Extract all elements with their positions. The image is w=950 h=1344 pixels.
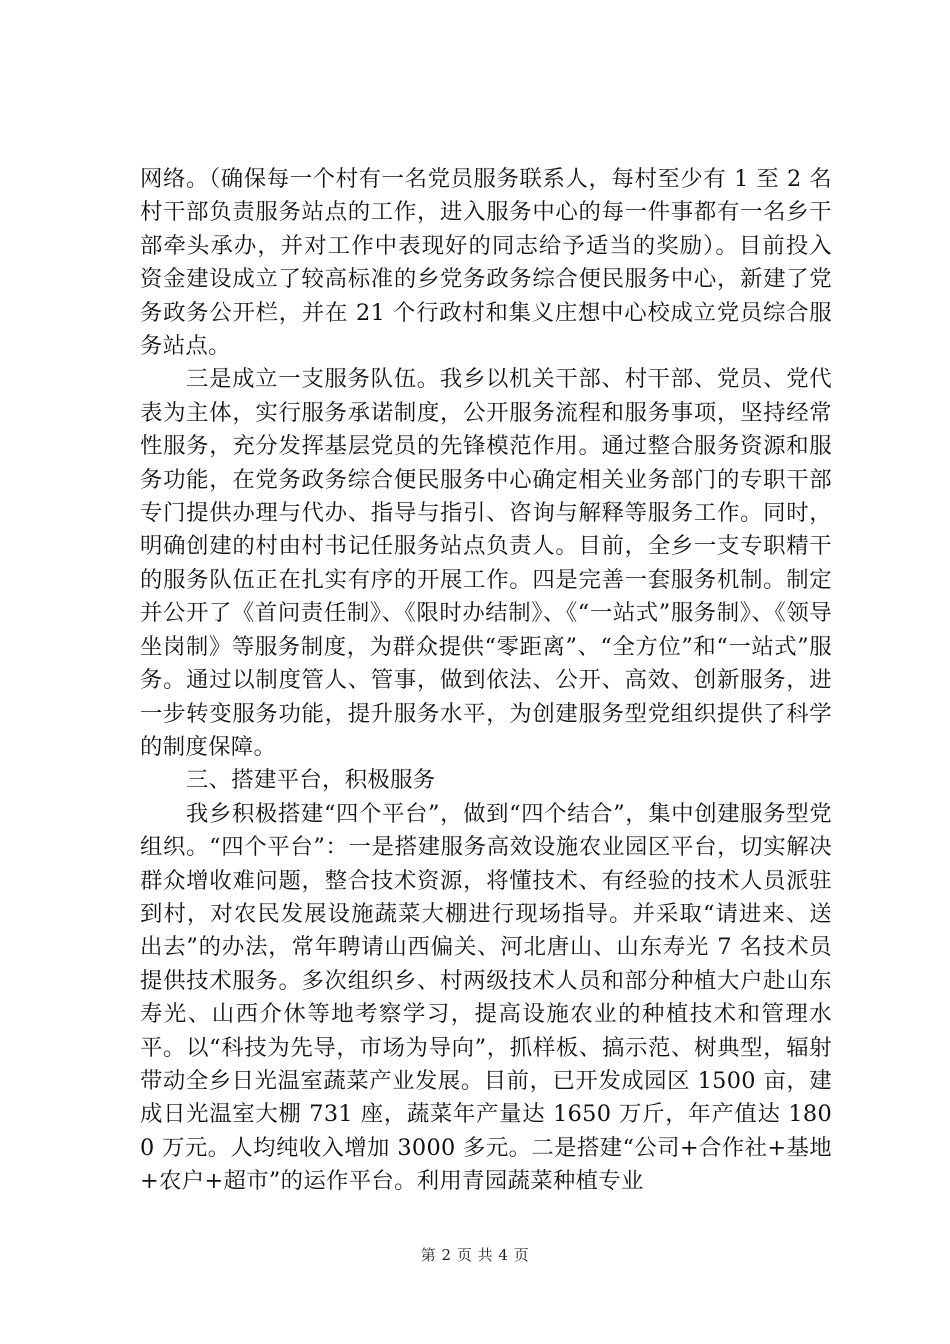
paragraph-service-team: 三是成立一支服务队伍。我乡以机关干部、村干部、党员、党代表为主体，实行服务承诺制度，公开服务流程和服务事项，坚持经常性服务，充分发挥基层党员的先锋模范作用。通过整合服务资源和服务功能，在党务政务综合便民服务中心确定相关业务部门的专职干部专门提供办理与代办、指导与指引、咨询与解释等服务工作。同时，明确创建的村由村书记任服务站点负责人。目前，全乡一支专职精干的服务队伍正在扎实有序的开展工作。四是完善一套服务机制。制定并公开了《首问责任制》、《限时办结制》、《“一站式”服务制》、《领导坐岗制》等服务制度，为群众提供“零距离”、“全方位”和“一站式”服务。通过以制度管人、管事，做到依法、公开、高效、创新服务，进一步转变服务功能，提升服务水平，为创建服务型党组织提供了科学的制度保障。 xyxy=(140,366,832,760)
page-footer: 第 2 页 共 4 页 xyxy=(420,1246,530,1264)
paragraph-platforms: 我乡积极搭建“四个平台”，做到“四个结合”，集中创建服务型党组织。“四个平台”：一是搭建服务高效设施农业园区平台，切实解决群众增收难问题，整合技术资源，将懂技术、有经验的技术人员派驻到村，对农民发展设施蔬菜大棚进行现场指导。并采取“请进来、送出去”的办法，常年聘请山西偏关、河北唐山、山东寿光 7 名技术员提供技术服务。多次组织乡、村两级技术人员和部分种植大户赴山东寿光、山西介休等地考察学习，提高设施农业的种植技术和管理水平。以“科技为先导，市场为导向”，抓样板、搞示范、树典型，辐射带动全乡日光温室蔬菜产业发展。目前，已开发成园区 1500 亩，建成日光温室大棚 731 座，蔬菜年产量达 1650 万斤，年产值达 1800 万元。人均纯收入增加 3000 多元。二是搭建“公司+合作社+基地+农户+超市”的运作平台。利用青园蔬菜种植专业 xyxy=(140,800,832,1195)
document-body xyxy=(140,163,832,1199)
section-heading: 三、搭建平台，积极服务 xyxy=(185,767,436,794)
paragraph-continuation: 网络。（确保每一个村有一名党员服务联系人，每村至少有 1 至 2 名村干部负责服务站点的工作，进入服务中心的每一件事都有一名乡干部牵头承办，并对工作中表现好的同志给予适当的奖励）。目前投入资金建设成立了较高标准的乡党务政务综合便民服务中心，新建了党务政务公开栏，并在 21 个行政村和集义庄想中心校成立党员综合服务站点。 xyxy=(140,166,832,360)
